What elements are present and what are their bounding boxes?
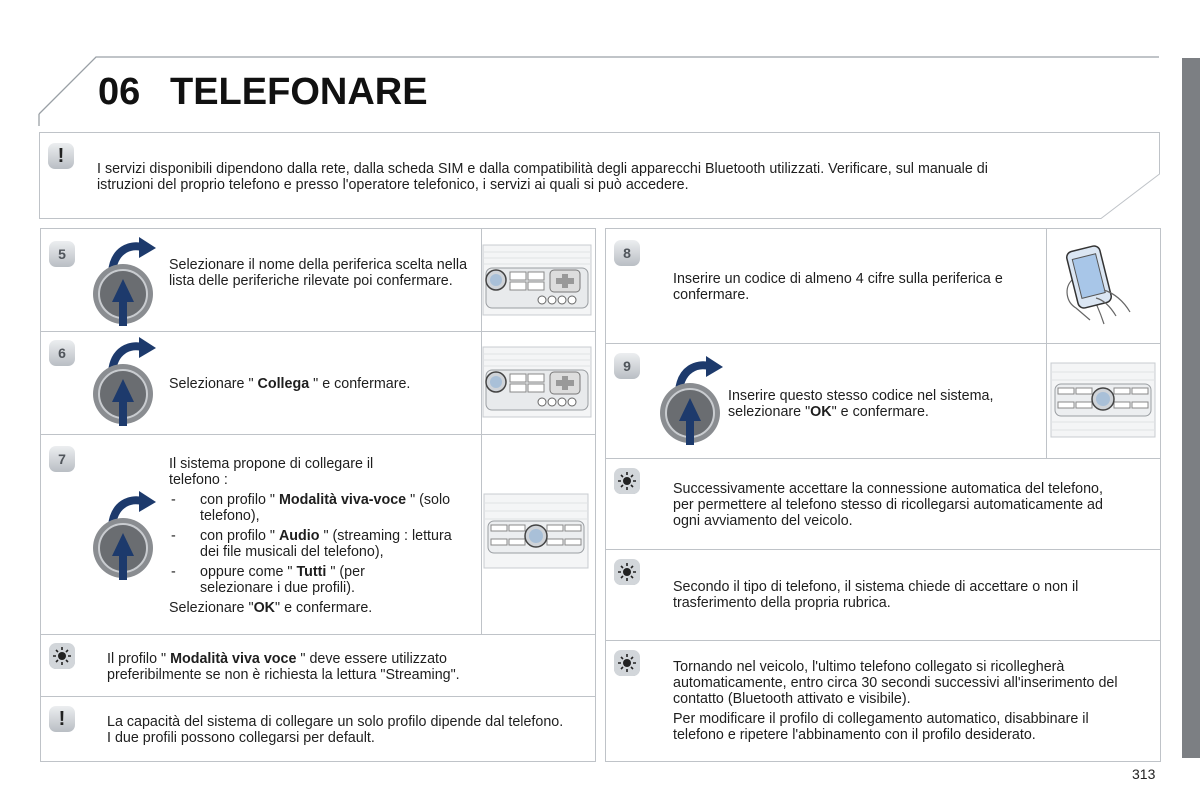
step-5-badge: 5 <box>49 241 75 267</box>
radio-panel-image <box>483 493 589 569</box>
step-9-text: Inserire questo stesso codice nel sistema, selezionare "OK" e confermare. <box>728 388 994 420</box>
phonebook-tip-text: Secondo il tipo di telefono, il sistema chiede di accettare o non il trasferimento della propria rubrica. <box>673 579 1079 611</box>
tip-icon <box>614 559 640 585</box>
step-8-badge: 8 <box>614 240 640 266</box>
page-number: 313 <box>1132 766 1156 782</box>
control-panel-image <box>482 240 592 320</box>
rotary-knob-icon <box>90 488 160 583</box>
profile-tip-text: Il profilo " Modalità viva voce " deve essere utilizzato preferibilmente se non è richiesta la lettura "Streaming". <box>107 651 460 683</box>
step-9-badge: 9 <box>614 353 640 379</box>
page-title: TELEFONARE <box>170 71 428 113</box>
rotary-knob-icon <box>657 353 727 448</box>
reconnect-tip-text: Tornando nel veicolo, l'ultimo telefono collegato si ricollegherà automaticamente, entro circa 30 secondi successivi all'inserimento del contatto (Bluetooth attivato e visibile). Per modificare il profilo di collegamento automatico, disabbinare il telefono e ripetere l'abbinamento con il profilo desiderato. <box>673 659 1118 743</box>
smartphone-image <box>1060 240 1144 332</box>
chapter-sidebar-tab <box>1182 58 1200 758</box>
step-6-badge: 6 <box>49 340 75 366</box>
profile-option: - oppure come " Tutti " (per selezionare i due profili). <box>169 564 430 596</box>
step-6-text: Selezionare " Collega " e confermare. <box>169 376 411 392</box>
control-panel-image <box>482 342 592 422</box>
accept-tip-text: Successivamente accettare la connessione automatica del telefono, per permettere al telefono stesso di ricollegarsi automaticamente ad ogni avviamento del veicolo. <box>673 481 1103 529</box>
tip-icon <box>614 650 640 676</box>
step-8-text: Inserire un codice di almeno 4 cifre sulla periferica e confermare. <box>673 271 1003 303</box>
rotary-knob-icon <box>90 234 160 329</box>
step-7-badge: 7 <box>49 446 75 472</box>
tip-icon <box>49 643 75 669</box>
radio-panel-image <box>1050 362 1156 438</box>
chapter-number: 06 <box>98 71 141 113</box>
rotary-knob-icon <box>90 334 160 429</box>
profile-option: - con profilo " Modalità viva-voce " (solo telefono), <box>169 492 469 524</box>
profile-option: - con profilo " Audio " (streaming : lettura dei file musicali del telefono), <box>169 528 469 560</box>
tip-icon <box>614 468 640 494</box>
top-notice-text: I servizi disponibili dipendono dalla rete, dalla scheda SIM e dalla compatibilità degli apparecchi Bluetooth utilizzati. Verificare, sul manuale di istruzioni del proprio telefono e presso l'operatore telefonico, i servizi ai quali si può accedere. <box>97 161 988 193</box>
step-5-text: Selezionare il nome della periferica scelta nella lista delle periferiche rilevate poi confermare. <box>169 257 468 289</box>
warning-icon: ! <box>49 706 75 732</box>
warning-icon: ! <box>48 143 74 169</box>
capacity-warning-text: La capacità del sistema di collegare un solo profilo dipende dal telefono. I due profili possono collegarsi per default. <box>107 714 564 746</box>
step-7-text: Il sistema propone di collegare il telefono : - con profilo " Modalità viva-voce " (solo telefono), - con profilo " Audio " (streaming : lettura dei file musicali del telefono), - oppure come " Tutti " (per selezionare i due profili). Selezionare "OK" e confermare. <box>169 456 469 616</box>
